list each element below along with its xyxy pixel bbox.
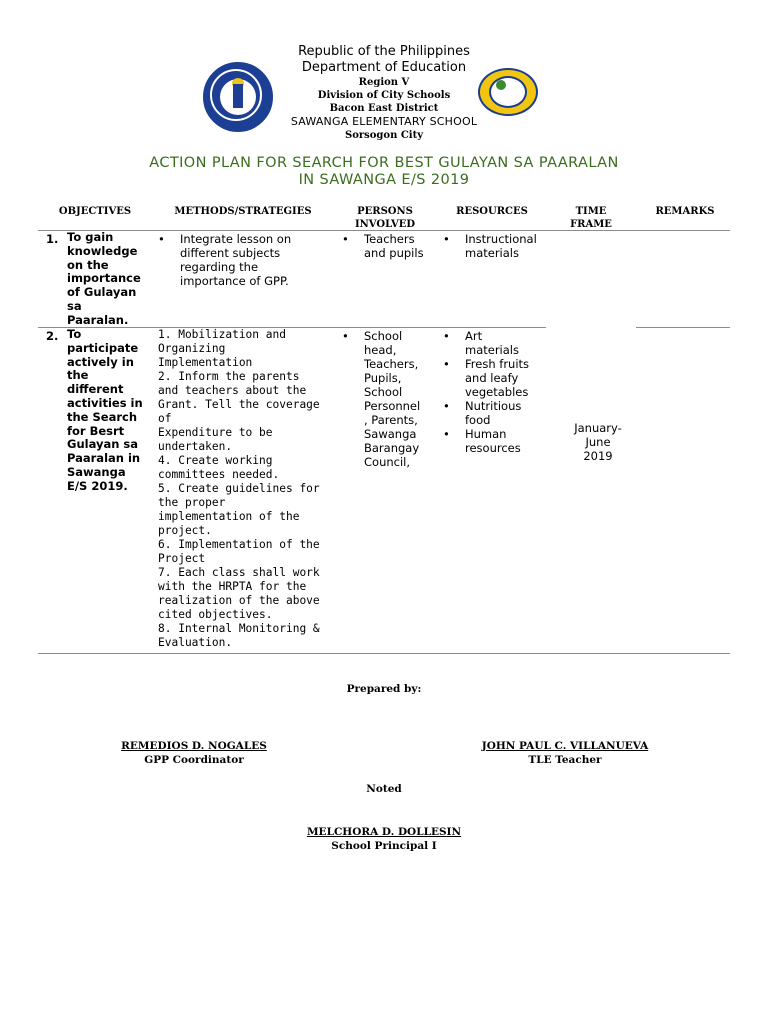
- col-header-time-frame: TIME FRAME: [570, 206, 612, 230]
- resource-item: • Art materials: [441, 329, 529, 357]
- resource-item: • Fresh fruits and leafy vegetables: [441, 357, 529, 399]
- noted-label: Noted: [366, 783, 402, 795]
- document-title-line2: IN SAWANGA E/S 2019: [298, 172, 470, 188]
- signatory-left-name: REMEDIOS D. NOGALES: [121, 740, 267, 752]
- row-1-objective: To gain knowledge on the importance of Gulayan sa Paaralan.: [67, 230, 141, 327]
- header-district: Bacon East District: [329, 103, 439, 114]
- row-1-resources: • Instructional materials: [441, 232, 537, 260]
- header-country: Republic of the Philippines: [298, 44, 470, 59]
- row-2-objective: To participate actively in the different activities in the Search for Besrt Gulayan sa Paaralan in Sawanga E/S 2019.: [67, 327, 143, 493]
- header-school: SAWANGA ELEMENTARY SCHOOL: [290, 115, 478, 128]
- header-department: Department of Education: [301, 60, 467, 75]
- row-2-persons: • School head, Teachers, Pupils, School Personnel , Parents, Sawanga Barangay Council,: [340, 329, 420, 469]
- signatory-right-role: TLE Teacher: [528, 754, 602, 766]
- row-2-methods: 1. Mobilization and Organizing Implementation 2. Inform the parents and teachers about the Grant. Tell the coverage of Expenditure to be undertaken. 4. Create working committees needed. 5. Create guidelines for the proper implementation of the project. 6. Implementation of the Project 7. Each class shall work with the HRPTA for the realization of the above cited objectives. 8. Internal Monitoring & Evaluation.: [158, 328, 320, 649]
- prepared-by-label: Prepared by:: [346, 683, 422, 695]
- row-1-persons: • Teachers and pupils: [340, 232, 424, 260]
- row-divider-right: [636, 327, 730, 328]
- principal-name: MELCHORA D. DOLLESIN: [306, 826, 462, 838]
- row-1-methods: • Integrate lesson on different subjects regarding the importance of GPP.: [156, 232, 291, 288]
- col-header-persons: PERSONS INVOLVED: [354, 206, 415, 230]
- document-title-line1: ACTION PLAN FOR SEARCH FOR BEST GULAYAN SA PAARALAN: [149, 155, 619, 171]
- row-1-number: 1.: [46, 232, 59, 246]
- col-header-methods: METHODS/STRATEGIES: [174, 206, 312, 217]
- col-header-remarks: REMARKS: [655, 206, 715, 217]
- row-2-resources: [441, 329, 529, 455]
- table-header-rule: [38, 230, 730, 231]
- col-header-objectives: OBJECTIVES: [58, 206, 132, 217]
- header-division: Division of City Schools: [317, 90, 451, 101]
- resource-item: • Nutritious food: [441, 399, 529, 427]
- row-2-number: 2.: [46, 329, 59, 343]
- table-bottom-rule: [38, 653, 730, 654]
- resource-item: • Human resources: [441, 427, 529, 455]
- col-header-resources: RESOURCES: [456, 206, 528, 217]
- signatory-left-role: GPP Coordinator: [144, 754, 244, 766]
- header-city: Sorsogon City: [344, 130, 424, 141]
- header-region: Region V: [358, 77, 410, 88]
- principal-role: School Principal I: [331, 840, 437, 852]
- signatory-right-name: JOHN PAUL C. VILLANUEVA: [481, 740, 649, 752]
- time-frame-cell: January- June 2019: [574, 421, 622, 463]
